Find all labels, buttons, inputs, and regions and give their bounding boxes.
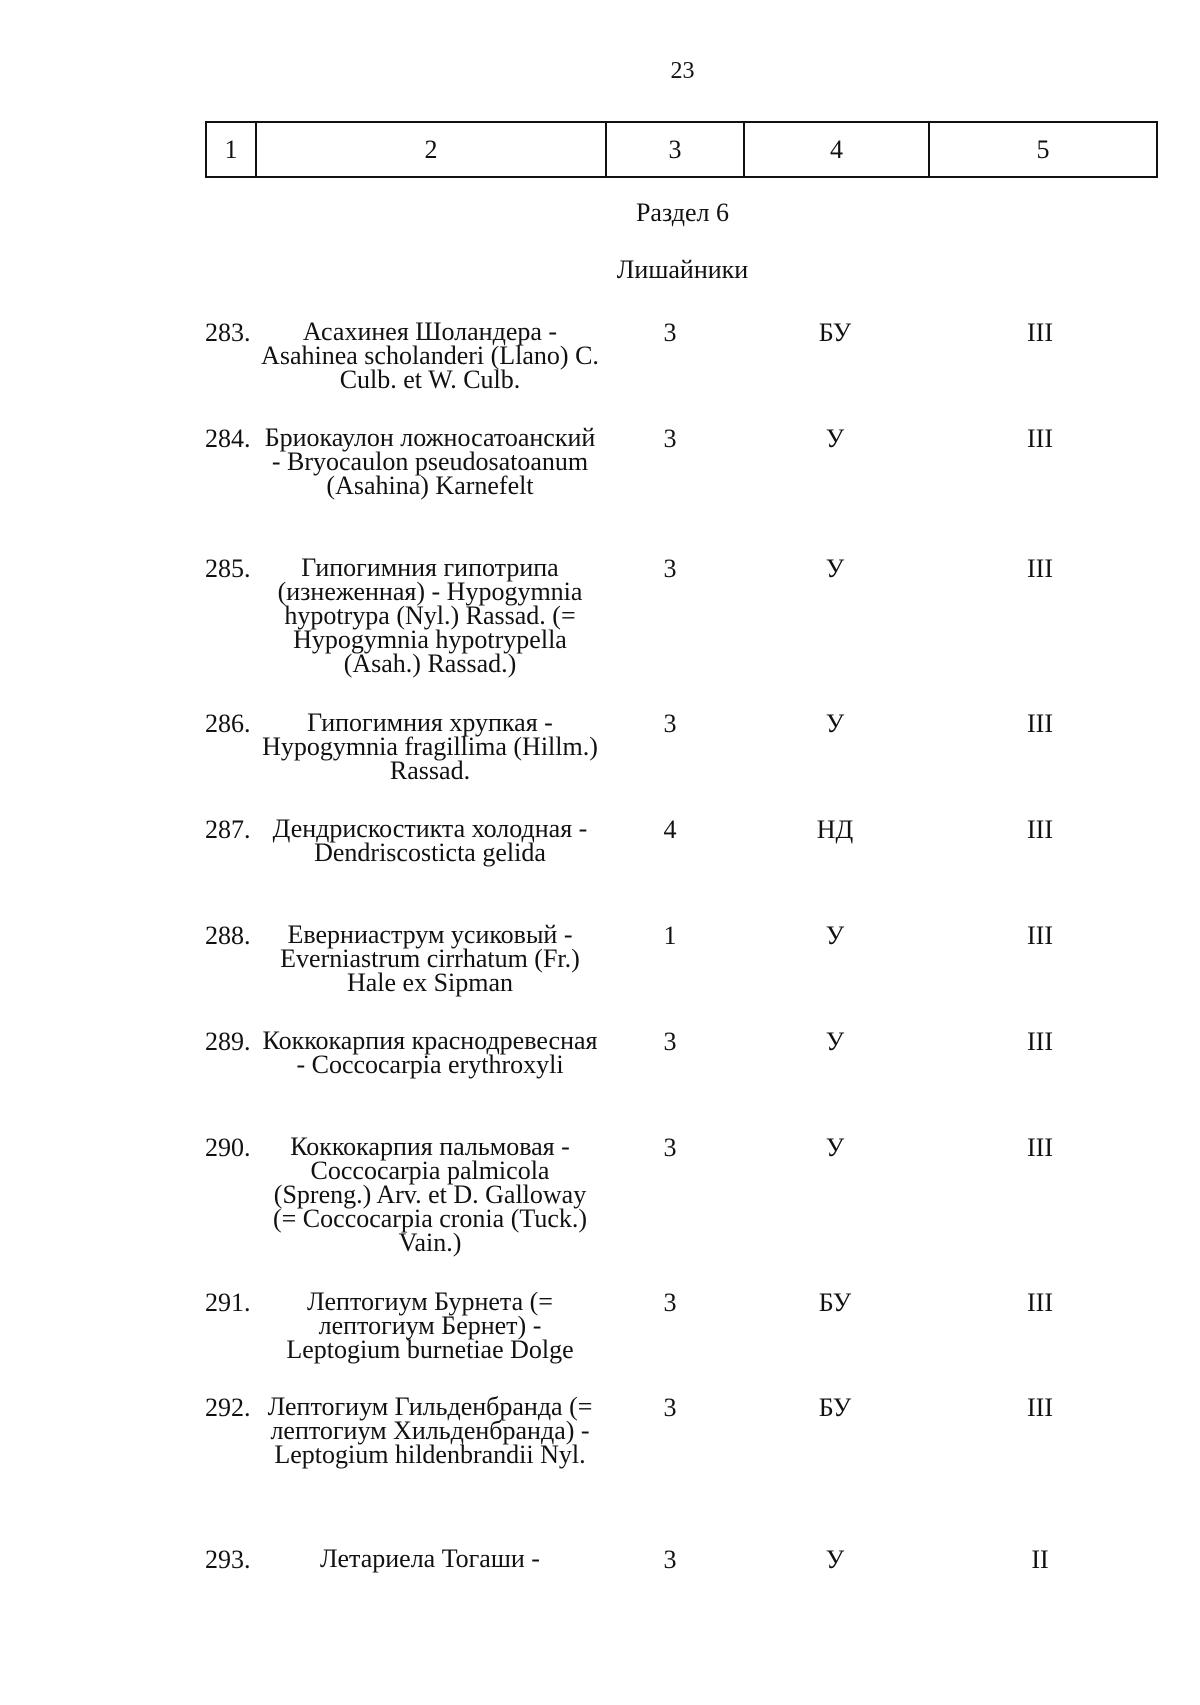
column-header-2: 2: [257, 123, 607, 176]
species-name: Еверниаструм усиковый - Everniastrum cirrhatum (Fr.) Hale ex Sipman: [280, 920, 580, 997]
species-name: Гипогимния хрупкая - Hypogymnia fragillima (Hillm.) Rassad.: [262, 708, 598, 785]
column-header-4: 4: [745, 123, 930, 176]
status-value: У: [825, 1545, 845, 1574]
priority-value: III: [1027, 921, 1053, 950]
species-name: Коккокарпия пальмовая - Coccocarpia palmicola (Spreng.) Arv. et D. Galloway (= Coccocarpia cronia (Tuck.) Vain.): [272, 1132, 588, 1257]
priority-value: III: [1027, 815, 1053, 844]
priority-value: III: [1027, 1288, 1053, 1317]
category-value: 4: [663, 815, 677, 844]
category-value: 3: [663, 709, 677, 738]
row-number: 292.: [205, 1393, 251, 1422]
row-number: 288.: [205, 921, 251, 950]
species-name: Летариела Тогаши -: [320, 1544, 540, 1573]
category-value: 3: [663, 554, 677, 583]
column-header-3: 3: [607, 123, 745, 176]
row-number: 284.: [205, 424, 251, 453]
row-number: 285.: [205, 554, 251, 583]
species-name: Гипогимния гипотрипа (изнеженная) - Hypogymnia hypotrypa (Nyl.) Rassad. (= Hypogymnia hypotrypella (Asah.) Rassad.): [277, 553, 583, 678]
row-number: 287.: [205, 815, 251, 844]
category-value: 3: [663, 1133, 677, 1162]
status-value: БУ: [818, 318, 852, 347]
status-value: У: [825, 424, 845, 453]
row-number: 289.: [205, 1027, 251, 1056]
priority-value: II: [1031, 1545, 1049, 1574]
priority-value: III: [1027, 554, 1053, 583]
row-number: 283.: [205, 318, 251, 347]
status-value: У: [825, 921, 845, 950]
priority-value: III: [1027, 1393, 1053, 1422]
status-value: У: [825, 554, 845, 583]
status-value: БУ: [818, 1288, 852, 1317]
category-value: 3: [663, 1288, 677, 1317]
category-value: 3: [663, 318, 677, 347]
species-name: Коккокарпия краснодревесная - Coccocarpia erythroxyli: [262, 1026, 598, 1079]
category-value: 3: [663, 1027, 677, 1056]
species-name: Асахинея Шоландера - Asahinea scholanderi (Llano) C. Culb. et W. Culb.: [261, 317, 599, 394]
status-value: НД: [816, 815, 854, 844]
category-value: 1: [663, 921, 677, 950]
row-number: 286.: [205, 709, 251, 738]
priority-value: III: [1027, 1133, 1053, 1162]
page-number: 23: [670, 58, 695, 84]
column-header-5: 5: [1036, 134, 1050, 164]
category-value: 3: [663, 1393, 677, 1422]
species-name: Бриокаулон ложносатоанский - Bryocaulon pseudosatoanum (Asahina) Karnefelt: [264, 423, 596, 500]
row-number: 291.: [205, 1288, 251, 1317]
status-value: У: [825, 1027, 845, 1056]
status-value: У: [825, 1133, 845, 1162]
priority-value: III: [1027, 318, 1053, 347]
section-name: Лишайники: [616, 255, 749, 284]
row-number: 290.: [205, 1133, 251, 1162]
section-label: Раздел 6: [635, 198, 730, 227]
species-name: Дендрискостикта холодная - Dendriscosticta gelida: [272, 814, 588, 867]
column-header-table: [205, 121, 1158, 178]
status-value: У: [825, 709, 845, 738]
column-header-1: 1: [207, 123, 257, 176]
species-name: Лептогиум Гильденбранда (= лептогиум Хильденбранда) - Leptogium hildenbrandii Nyl.: [267, 1392, 593, 1469]
category-value: 3: [663, 424, 677, 453]
species-name: Лептогиум Бурнета (= лептогиум Бернет) - Leptogium burnetiae Dolge: [286, 1287, 574, 1364]
status-value: БУ: [818, 1393, 852, 1422]
row-number: 293.: [205, 1545, 251, 1574]
priority-value: III: [1027, 709, 1053, 738]
priority-value: III: [1027, 1027, 1053, 1056]
priority-value: III: [1027, 424, 1053, 453]
category-value: 3: [663, 1545, 677, 1574]
